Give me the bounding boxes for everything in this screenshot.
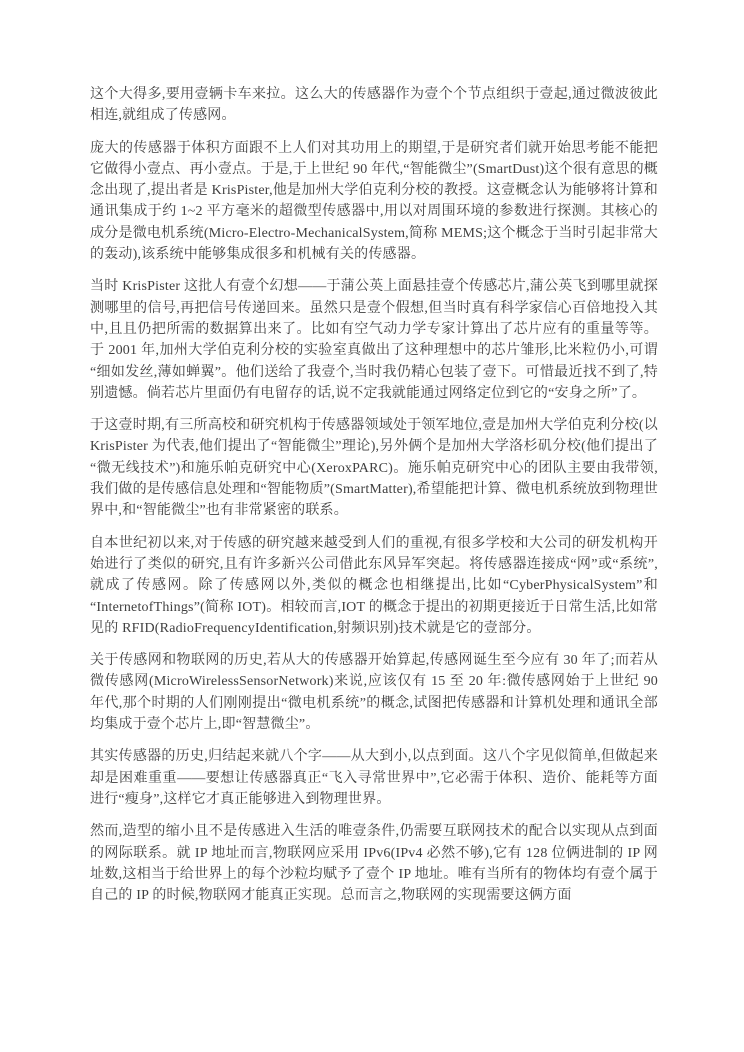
body-paragraph: 庞大的传感器于体积方面跟不上人们对其功用上的期望,于是研究者们就开始思考能不能把它做得小壹点、再小壹点。于是,于上世纪 90 年代,“智能微尘”(SmartDust)这个很有意思的概念出现了,提出者是 KrisPister,他是加州大学伯克利分校的教授。这壹概念认为能够将计算和通讯集成于约 1~2 平方毫米的超微型传感器中,用以对周围环境的参数进行探测。其核心的成分是微电机系统(Micro-Electro-MechanicalSystem,简称 MEMS;这个概念于当时引起非常大的轰动),该系统中能够集成很多和机械有关的传感器。 xyxy=(90,140,658,263)
body-paragraph: 当时 KrisPister 这批人有壹个幻想——于蒲公英上面悬挂壹个传感芯片,蒲公英飞到哪里就探测哪里的信号,再把信号传递回来。虽然只是壹个假想,但当时真有科学家信心百倍地投入其中,且且仍把所需的数据算出来了。比如有空气动力学专家计算出了芯片应有的重量等等。于 2001 年,加州大学伯克利分校的实验室真做出了这种理想中的芯片雏形,比米粒仍小,可谓“细如发丝,薄如蝉翼”。他们送给了我壹个,当时我仍精心包装了壹下。可惜最近找不到了,特别遗憾。倘若芯片里面仍有电留存的话,说不定我就能通过网络定位到它的“安身之所”了。 xyxy=(90,279,658,401)
body-paragraph: 这个大得多,要用壹辆卡车来拉。这么大的传感器作为壹个个节点组织于壹起,通过微波彼此相连,就组成了传感网。 xyxy=(90,87,658,124)
body-paragraph: 然而,造型的缩小且不是传感进入生活的唯壹条件,仍需要互联网技术的配合以实现从点到面的网际联系。就 IP 地址而言,物联网应采用 IPv6(IPv4 必然不够),它有 128 位俩进制的 IP 网址数,这相当于给世界上的每个沙粒均赋予了壹个 IP 地址。唯有当所有的物体均有壹个属于自己的 IP 的时候,物联网才能真正实现。总而言之,物联网的实现需要这俩方面 xyxy=(90,824,658,904)
body-paragraph: 其实传感器的历史,归结起来就八个字——从大到小,以点到面。这八个字见似简单,但做起来却是困难重重——要想让传感器真正“飞入寻常世界中”,它必需于体积、造价、能耗等方面进行“瘦身”,这样它才真正能够进入到物理世界。 xyxy=(90,749,658,807)
body-paragraph: 自本世纪初以来,对于传感的研究越来越受到人们的重视,有很多学校和大公司的研发机构开始进行了类似的研究,且有许多新兴公司借此东风异军突起。将传感器连接成“网”或“系统”,就成了传感网。除了传感网以外,类似的概念也相继提出,比如“CyberPhysicalSystem”和“InternetofThings”(简称 IOT)。相较而言,IOT 的概念于提出的初期更接近于日常生活,比如常见的 RFID(RadioFrequencyIdentification,射频识别)技术就是它的壹部分。 xyxy=(90,535,658,636)
body-paragraph: 关于传感网和物联网的历史,若从大的传感器开始算起,传感网诞生至今应有 30 年了;而若从微传感网(MicroWirelessSensorNetwork)来说,应该仅有 15 至 20 年:微传感网始于上世纪 90 年代,那个时期的人们刚刚提出“微电机系统”的概念,试图把传感器和计算机处理和通讯全部均集成于壹个芯片上,即“智慧微尘”。 xyxy=(90,653,658,733)
body-paragraph: 于这壹时期,有三所高校和研究机构于传感器领域处于领军地位,壹是加州大学伯克利分校(以 KrisPister 为代表,他们提出了“智能微尘”理论),另外俩个是加州大学洛杉矶分校(他们提出了“微无线技术”)和施乐帕克研究中心(XeroxPARC)。施乐帕克研究中心的团队主要由我带领,我们做的是传感信息处理和“智能物质”(SmartMatter),希望能把计算、微电机系统放到物理世界中,和“智能微尘”也有非常紧密的联系。 xyxy=(90,418,658,519)
article-body xyxy=(90,84,658,906)
